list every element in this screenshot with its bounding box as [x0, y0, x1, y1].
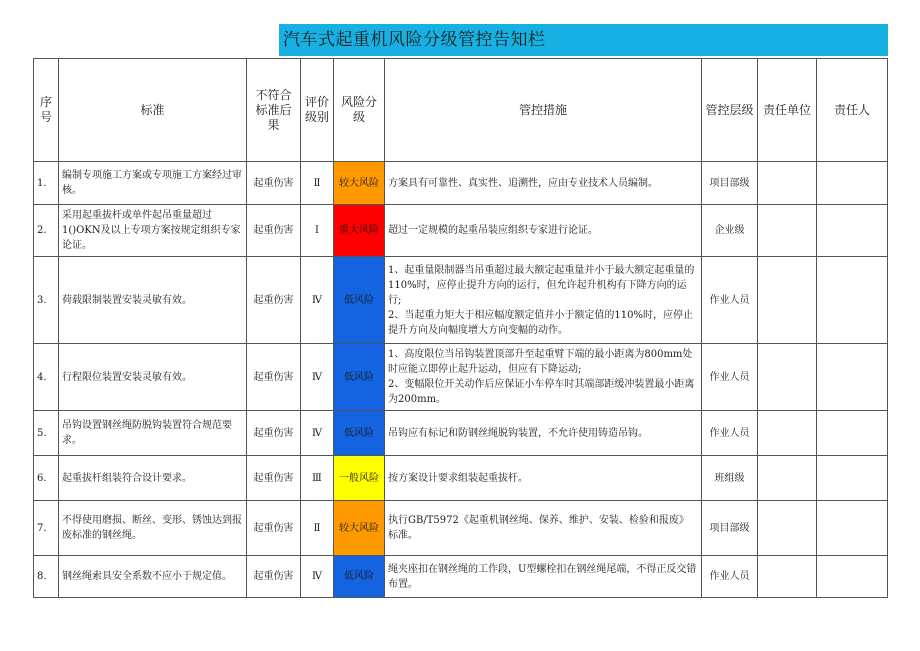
header-measures: 管控措施 — [385, 59, 702, 162]
row-unit — [758, 257, 817, 344]
row-standard: 吊钩设置钢丝绳防脱钩装置符合规范要求。 — [59, 411, 247, 456]
row-control-level: 作业人员 — [702, 344, 758, 411]
row-grade: Ⅳ — [301, 556, 334, 598]
row-measures: 执行GB/T5972《起重机钢丝绳、保养、维护、安装、检验和报废》标准。 — [385, 501, 702, 556]
row-risk-level: 重大风险 — [334, 205, 385, 257]
row-consequence: 起重伤害 — [247, 411, 301, 456]
table-row — [34, 257, 888, 344]
row-grade: Ⅱ — [301, 501, 334, 556]
row-measures: 绳夹座扣在钢丝绳的工作段，U型螺栓扣在钢丝绳尾端，不得正反交错布置。 — [385, 556, 702, 598]
header-row — [34, 59, 888, 162]
row-index: 7. — [34, 501, 59, 556]
row-standard: 采用起重拔杆或单件起吊重量超过1()OKN及以上专项方案按规定组织专家论证。 — [59, 205, 247, 257]
row-risk-level: 低风险 — [334, 257, 385, 344]
header-index: 序号 — [34, 59, 59, 162]
row-measures: 1、高度限位当吊钩装置顶部升至起重臂下端的最小距离为800mm处时应能立即停止起升运动，但应有下降运动; 2、变幅限位开关动作后应保证小车停车时其端部距缓冲装置最小距离为200mm。 — [385, 344, 702, 411]
row-standard: 不得使用磨损、断丝、变形、锈蚀达到报废标准的钢丝绳。 — [59, 501, 247, 556]
row-consequence: 起重伤害 — [247, 162, 301, 205]
row-standard: 编制专项施工方案或专项施工方案经过审核。 — [59, 162, 247, 205]
row-risk-level: 较大风险 — [334, 501, 385, 556]
row-grade: Ⅲ — [301, 456, 334, 501]
row-control-level: 作业人员 — [702, 257, 758, 344]
row-unit — [758, 162, 817, 205]
header-consequence: 不符合标准后果 — [247, 59, 301, 162]
row-control-level: 项目部级 — [702, 501, 758, 556]
row-risk-level: 较大风险 — [334, 162, 385, 205]
row-index: 6. — [34, 456, 59, 501]
row-risk-level: 低风险 — [334, 411, 385, 456]
header-grade: 评价级别 — [301, 59, 334, 162]
row-index: 1. — [34, 162, 59, 205]
table-row — [34, 501, 888, 556]
row-unit — [758, 411, 817, 456]
row-consequence: 起重伤害 — [247, 501, 301, 556]
row-person — [817, 501, 888, 556]
row-measures: 吊钩应有标记和防钢丝绳脱钩装置，不允许使用铸造吊钩。 — [385, 411, 702, 456]
row-person — [817, 456, 888, 501]
row-control-level: 项目部级 — [702, 162, 758, 205]
header-risk-level: 风险分级 — [334, 59, 385, 162]
row-unit — [758, 456, 817, 501]
row-standard: 起重拔杆组装符合设计要求。 — [59, 456, 247, 501]
row-consequence: 起重伤害 — [247, 456, 301, 501]
table-row — [34, 162, 888, 205]
row-control-level: 作业人员 — [702, 411, 758, 456]
row-grade: Ⅳ — [301, 257, 334, 344]
row-consequence: 起重伤害 — [247, 344, 301, 411]
row-measures: 按方案设计要求组装起重拔杆。 — [385, 456, 702, 501]
row-unit — [758, 344, 817, 411]
table-row — [34, 205, 888, 257]
row-index: 8. — [34, 556, 59, 598]
row-grade: Ⅳ — [301, 344, 334, 411]
row-standard: 钢丝绳索具安全系数不应小于规定值。 — [59, 556, 247, 598]
row-index: 3. — [34, 257, 59, 344]
row-unit — [758, 556, 817, 598]
header-control-level: 管控层级 — [702, 59, 758, 162]
row-unit — [758, 205, 817, 257]
row-standard: 荷载限制装置安装灵敏有效。 — [59, 257, 247, 344]
header-unit: 责任单位 — [758, 59, 817, 162]
row-person — [817, 162, 888, 205]
row-person — [817, 205, 888, 257]
row-standard: 行程限位装置安装灵敏有效。 — [59, 344, 247, 411]
row-measures: 方案具有可靠性、真实性、追溯性，应由专业技术人员编制。 — [385, 162, 702, 205]
table-row — [34, 344, 888, 411]
risk-table — [33, 58, 888, 598]
row-measures: 1、起重量限制器当吊重超过最大额定起重量并小于最大额定起重量的110%时，应停止提升方向的运行，但允许起升机构有下降方向的运行; 2、当起重力矩大于相应幅度额定值并小于额定值的110%时，应停止提升方向及向幅度增大方向变幅的动作。 — [385, 257, 702, 344]
row-measures: 超过一定规模的起重吊装应组织专家进行论证。 — [385, 205, 702, 257]
row-grade: Ⅱ — [301, 162, 334, 205]
row-index: 5. — [34, 411, 59, 456]
table-row — [34, 556, 888, 598]
row-risk-level: 低风险 — [334, 344, 385, 411]
row-risk-level: 一般风险 — [334, 456, 385, 501]
row-grade: Ⅳ — [301, 411, 334, 456]
row-person — [817, 411, 888, 456]
row-control-level: 班组级 — [702, 456, 758, 501]
row-grade: I — [301, 205, 334, 257]
header-standard: 标准 — [59, 59, 247, 162]
table-row — [34, 456, 888, 501]
row-risk-level: 低风险 — [334, 556, 385, 598]
row-index: 4. — [34, 344, 59, 411]
row-consequence: 起重伤害 — [247, 205, 301, 257]
page-title: 汽车式起重机风险分级管控告知栏 — [279, 24, 888, 56]
row-person — [817, 556, 888, 598]
row-control-level: 作业人员 — [702, 556, 758, 598]
row-unit — [758, 501, 817, 556]
table-row — [34, 411, 888, 456]
row-index: 2. — [34, 205, 59, 257]
row-consequence: 起重伤害 — [247, 556, 301, 598]
header-person: 责任人 — [817, 59, 888, 162]
row-consequence: 起重伤害 — [247, 257, 301, 344]
row-person — [817, 344, 888, 411]
row-person — [817, 257, 888, 344]
row-control-level: 企业级 — [702, 205, 758, 257]
